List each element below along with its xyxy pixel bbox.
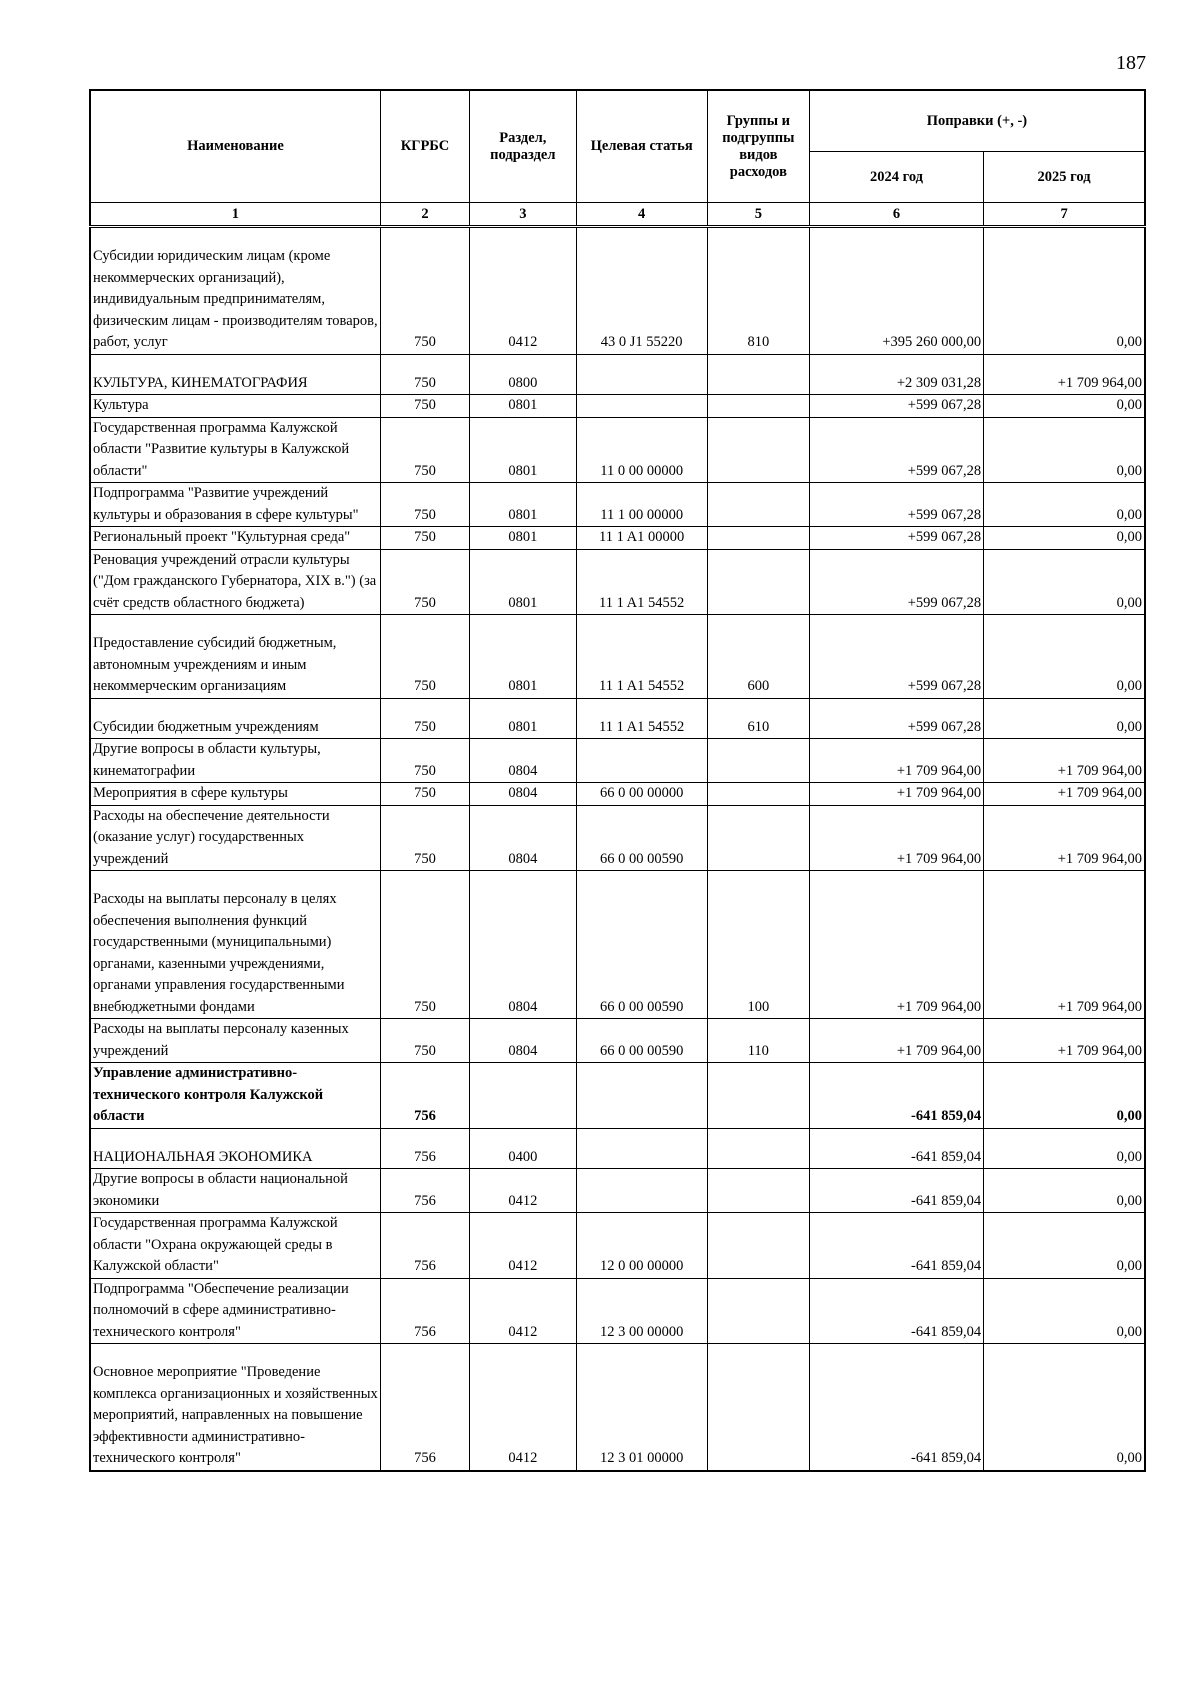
table-row <box>90 1278 1145 1344</box>
table-body <box>90 227 1145 1471</box>
row-group <box>707 1063 809 1129</box>
row-section: 0412 <box>470 1344 576 1471</box>
table-row <box>90 395 1145 418</box>
row-amount-2025: 0,00 <box>984 1063 1145 1129</box>
table-header <box>90 90 1145 227</box>
row-section: 0400 <box>470 1128 576 1169</box>
row-section: 0412 <box>470 1169 576 1213</box>
row-amount-2025: 0,00 <box>984 1344 1145 1471</box>
row-amount-2025: 0,00 <box>984 527 1145 550</box>
row-name: Расходы на обеспечение деятельности (оказание услуг) государственных учреждений <box>90 805 380 871</box>
row-kgrbs: 750 <box>380 549 469 615</box>
row-name: Субсидии бюджетным учреждениям <box>90 698 380 739</box>
row-amount-2025: 0,00 <box>984 227 1145 355</box>
row-name: Другие вопросы в области культуры, кинематографии <box>90 739 380 783</box>
row-amount-2024: -641 859,04 <box>809 1063 983 1129</box>
row-amount-2024: +1 709 964,00 <box>809 871 983 1019</box>
row-kgrbs: 750 <box>380 395 469 418</box>
row-target: 66 0 00 00590 <box>576 871 707 1019</box>
budget-amendments-table <box>89 89 1146 1472</box>
row-name: Предоставление субсидий бюджетным, автономным учреждениям и иным некоммерческим организациям <box>90 615 380 699</box>
row-group <box>707 1213 809 1279</box>
col-number: 2 <box>380 203 469 227</box>
row-target: 66 0 00 00590 <box>576 805 707 871</box>
header-section: Раздел, подраздел <box>470 90 576 203</box>
table-row <box>90 1019 1145 1063</box>
row-section: 0412 <box>470 1213 576 1279</box>
row-amount-2024: -641 859,04 <box>809 1169 983 1213</box>
row-name: Культура <box>90 395 380 418</box>
page-number: 187 <box>1116 52 1146 74</box>
row-amount-2024: +599 067,28 <box>809 417 983 483</box>
header-year-2024: 2024 год <box>809 152 983 203</box>
row-name: Другие вопросы в области национальной экономики <box>90 1169 380 1213</box>
row-section: 0801 <box>470 527 576 550</box>
row-amount-2025: +1 709 964,00 <box>984 805 1145 871</box>
header-name: Наименование <box>90 90 380 203</box>
table-row <box>90 549 1145 615</box>
row-group <box>707 417 809 483</box>
row-section: 0801 <box>470 698 576 739</box>
row-target: 12 0 00 00000 <box>576 1213 707 1279</box>
row-amount-2025: 0,00 <box>984 549 1145 615</box>
table-row <box>90 227 1145 355</box>
table-row <box>90 615 1145 699</box>
col-number: 7 <box>984 203 1145 227</box>
row-group <box>707 1278 809 1344</box>
table-row <box>90 483 1145 527</box>
row-name: КУЛЬТУРА, КИНЕМАТОГРАФИЯ <box>90 354 380 395</box>
row-kgrbs: 756 <box>380 1128 469 1169</box>
row-group <box>707 1128 809 1169</box>
row-name: Расходы на выплаты персоналу в целях обеспечения выполнения функций государственными (муниципальными) органами, казенными учреждениями, органами управления государственными внебюджетными фондами <box>90 871 380 1019</box>
table-row <box>90 1344 1145 1471</box>
table-row <box>90 1063 1145 1129</box>
row-section: 0804 <box>470 805 576 871</box>
row-group <box>707 527 809 550</box>
row-section: 0412 <box>470 227 576 355</box>
row-amount-2024: +1 709 964,00 <box>809 805 983 871</box>
row-target <box>576 739 707 783</box>
table-row <box>90 417 1145 483</box>
table-row <box>90 783 1145 806</box>
row-target <box>576 354 707 395</box>
row-amount-2024: +599 067,28 <box>809 698 983 739</box>
row-kgrbs: 756 <box>380 1344 469 1471</box>
header-year-2025: 2025 год <box>984 152 1145 203</box>
row-amount-2024: +1 709 964,00 <box>809 1019 983 1063</box>
row-group <box>707 805 809 871</box>
row-group <box>707 739 809 783</box>
col-number: 1 <box>90 203 380 227</box>
row-kgrbs: 750 <box>380 483 469 527</box>
row-kgrbs: 750 <box>380 739 469 783</box>
row-kgrbs: 750 <box>380 698 469 739</box>
row-group <box>707 1344 809 1471</box>
row-kgrbs: 750 <box>380 871 469 1019</box>
row-amount-2025: 0,00 <box>984 1278 1145 1344</box>
row-section: 0412 <box>470 1278 576 1344</box>
row-amount-2025: 0,00 <box>984 1128 1145 1169</box>
row-target: 11 0 00 00000 <box>576 417 707 483</box>
row-kgrbs: 750 <box>380 615 469 699</box>
row-amount-2024: -641 859,04 <box>809 1213 983 1279</box>
table-row <box>90 1128 1145 1169</box>
row-amount-2025: +1 709 964,00 <box>984 871 1145 1019</box>
row-section: 0801 <box>470 615 576 699</box>
row-kgrbs: 756 <box>380 1213 469 1279</box>
header-amendments: Поправки (+, -) <box>809 90 1145 152</box>
row-target <box>576 395 707 418</box>
row-target: 12 3 01 00000 <box>576 1344 707 1471</box>
row-section: 0800 <box>470 354 576 395</box>
row-section: 0801 <box>470 549 576 615</box>
row-target: 11 1 A1 00000 <box>576 527 707 550</box>
table-row <box>90 1213 1145 1279</box>
row-amount-2025: 0,00 <box>984 483 1145 527</box>
col-number: 6 <box>809 203 983 227</box>
row-kgrbs: 750 <box>380 527 469 550</box>
row-name: Мероприятия в сфере культуры <box>90 783 380 806</box>
row-name: Основное мероприятие "Проведение комплекса организационных и хозяйственных мероприятий, направленных на повышение эффективности административно-технического контроля" <box>90 1344 380 1471</box>
row-amount-2024: +599 067,28 <box>809 483 983 527</box>
row-target: 12 3 00 00000 <box>576 1278 707 1344</box>
row-name: Государственная программа Калужской области "Развитие культуры в Калужской области" <box>90 417 380 483</box>
row-group: 610 <box>707 698 809 739</box>
row-amount-2024: +599 067,28 <box>809 549 983 615</box>
row-amount-2025: +1 709 964,00 <box>984 354 1145 395</box>
table-row <box>90 698 1145 739</box>
row-target <box>576 1169 707 1213</box>
col-number: 4 <box>576 203 707 227</box>
row-kgrbs: 750 <box>380 417 469 483</box>
row-kgrbs: 756 <box>380 1278 469 1344</box>
row-amount-2024: -641 859,04 <box>809 1128 983 1169</box>
row-group: 600 <box>707 615 809 699</box>
table-row <box>90 354 1145 395</box>
row-amount-2025: 0,00 <box>984 1213 1145 1279</box>
header-groups: Группы и подгруппы видов расходов <box>707 90 809 203</box>
row-amount-2024: +599 067,28 <box>809 395 983 418</box>
row-amount-2024: -641 859,04 <box>809 1278 983 1344</box>
row-section: 0804 <box>470 739 576 783</box>
row-amount-2024: -641 859,04 <box>809 1344 983 1471</box>
col-number: 5 <box>707 203 809 227</box>
row-group <box>707 483 809 527</box>
row-kgrbs: 750 <box>380 1019 469 1063</box>
row-section: 0801 <box>470 395 576 418</box>
table-row <box>90 739 1145 783</box>
row-section <box>470 1063 576 1129</box>
row-target: 43 0 J1 55220 <box>576 227 707 355</box>
row-amount-2025: +1 709 964,00 <box>984 783 1145 806</box>
row-kgrbs: 756 <box>380 1063 469 1129</box>
row-target: 11 1 A1 54552 <box>576 615 707 699</box>
row-name: Субсидии юридическим лицам (кроме некоммерческих организаций), индивидуальным предпринимателям, физическим лицам - производителям товаров, работ, услуг <box>90 227 380 355</box>
row-target: 11 1 A1 54552 <box>576 698 707 739</box>
row-name: Региональный проект "Культурная среда" <box>90 527 380 550</box>
header-target: Целевая статья <box>576 90 707 203</box>
row-group: 110 <box>707 1019 809 1063</box>
row-amount-2025: 0,00 <box>984 1169 1145 1213</box>
row-kgrbs: 750 <box>380 805 469 871</box>
row-amount-2024: +599 067,28 <box>809 615 983 699</box>
row-name: Реновация учреждений отрасли культуры ("Дом гражданского Губернатора, XIX в.") (за счёт средств областного бюджета) <box>90 549 380 615</box>
row-section: 0801 <box>470 417 576 483</box>
row-name: Государственная программа Калужской области "Охрана окружающей среды в Калужской области" <box>90 1213 380 1279</box>
row-kgrbs: 750 <box>380 354 469 395</box>
header-kgrbs: КГРБС <box>380 90 469 203</box>
row-amount-2025: 0,00 <box>984 698 1145 739</box>
row-amount-2025: 0,00 <box>984 417 1145 483</box>
row-target: 66 0 00 00590 <box>576 1019 707 1063</box>
row-name: Расходы на выплаты персоналу казенных учреждений <box>90 1019 380 1063</box>
row-target: 11 1 00 00000 <box>576 483 707 527</box>
table-row <box>90 527 1145 550</box>
table-row <box>90 1169 1145 1213</box>
row-name: НАЦИОНАЛЬНАЯ ЭКОНОМИКА <box>90 1128 380 1169</box>
table-row <box>90 871 1145 1019</box>
row-amount-2025: +1 709 964,00 <box>984 1019 1145 1063</box>
row-group: 100 <box>707 871 809 1019</box>
row-group <box>707 549 809 615</box>
row-group <box>707 783 809 806</box>
row-group <box>707 395 809 418</box>
row-kgrbs: 756 <box>380 1169 469 1213</box>
row-name: Подпрограмма "Обеспечение реализации полномочий в сфере административно-технического контроля" <box>90 1278 380 1344</box>
row-kgrbs: 750 <box>380 783 469 806</box>
row-target: 11 1 A1 54552 <box>576 549 707 615</box>
row-target: 66 0 00 00000 <box>576 783 707 806</box>
row-group: 810 <box>707 227 809 355</box>
row-target <box>576 1128 707 1169</box>
row-amount-2024: +599 067,28 <box>809 527 983 550</box>
table-row <box>90 805 1145 871</box>
row-name: Управление административно-технического контроля Калужской области <box>90 1063 380 1129</box>
row-amount-2024: +1 709 964,00 <box>809 739 983 783</box>
row-group <box>707 354 809 395</box>
row-section: 0804 <box>470 871 576 1019</box>
row-amount-2024: +1 709 964,00 <box>809 783 983 806</box>
row-target <box>576 1063 707 1129</box>
row-amount-2024: +2 309 031,28 <box>809 354 983 395</box>
col-number: 3 <box>470 203 576 227</box>
row-amount-2025: 0,00 <box>984 395 1145 418</box>
row-amount-2024: +395 260 000,00 <box>809 227 983 355</box>
row-section: 0804 <box>470 783 576 806</box>
row-section: 0801 <box>470 483 576 527</box>
row-section: 0804 <box>470 1019 576 1063</box>
row-name: Подпрограмма "Развитие учреждений культуры и образования в сфере культуры" <box>90 483 380 527</box>
row-amount-2025: +1 709 964,00 <box>984 739 1145 783</box>
row-kgrbs: 750 <box>380 227 469 355</box>
row-group <box>707 1169 809 1213</box>
row-amount-2025: 0,00 <box>984 615 1145 699</box>
